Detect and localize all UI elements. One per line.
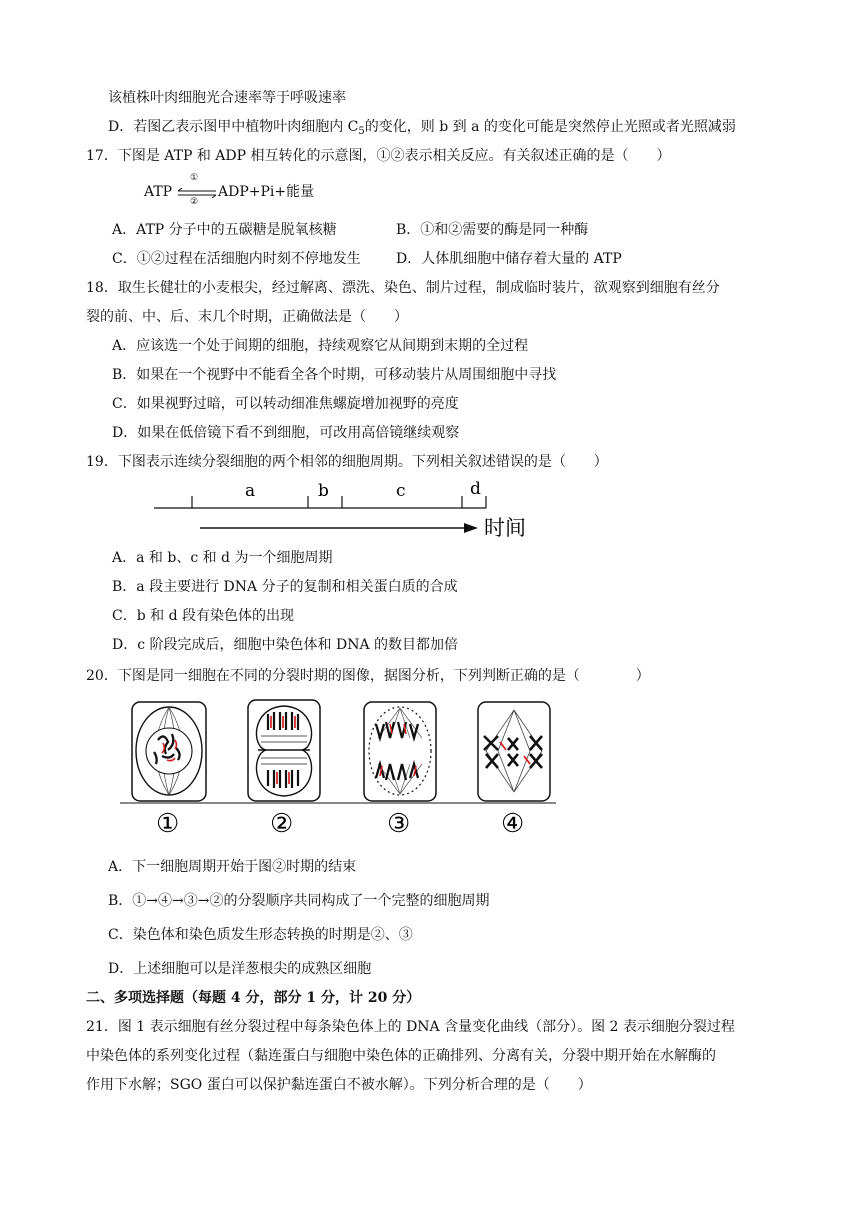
q17-stem: 17．下图是 ATP 和 ADP 相互转化的示意图，①②表示相关反应。有关叙述正确的是（ ） (86, 148, 671, 164)
q17-option-c: C．①②过程在活细胞内时刻不停地发生 (112, 251, 361, 267)
segment-label-b: b (318, 481, 329, 501)
cell-cycle-timeline-diagram (150, 474, 550, 540)
segment-label-d: d (470, 479, 481, 499)
q18-option-a: A．应该选一个处于间期的细胞，持续观察它从间期到末期的全过程 (112, 338, 529, 354)
cell-image-4 (478, 702, 550, 801)
q17-eq-left: ATP (144, 184, 173, 200)
q21-stem-line3: 作用下水解；SGO 蛋白可以保护黏连蛋白不被水解）。下列分析合理的是（ ） (86, 1077, 592, 1093)
time-axis-label: 时间 (484, 516, 526, 540)
q18-stem-line2: 裂的前、中、后、末几个时期，正确做法是（ ） (86, 309, 408, 325)
q17-equation (144, 173, 344, 207)
q21-stem-line2: 中染色体的系列变化过程（黏连蛋白与细胞中染色体的正确排列、分离有关，分裂中期开始在水解酶的 (86, 1048, 716, 1064)
cell-image-1 (132, 702, 206, 801)
cell-label-2: ② (270, 809, 294, 839)
q19-option-a: A．a 和 b、c 和 d 为一个细胞周期 (112, 550, 333, 566)
q16-option-d-text: D．若图乙表示图甲中植物叶肉细胞内 C (108, 119, 359, 135)
segment-label-c: c (396, 481, 406, 501)
q18-stem-line1: 18．取生长健壮的小麦根尖，经过解离、漂洗、染色、制片过程，制成临时装片，欲观察到细胞有丝分 (86, 280, 720, 296)
segment-label-a: a (245, 481, 256, 501)
q17-eq-top: ① (190, 173, 199, 183)
cell-label-4: ④ (501, 809, 525, 839)
q16-option-d-subscript: 5 (358, 126, 365, 137)
q17-eq-right: ADP+Pi+能量 (218, 184, 315, 200)
mitosis-stages-figure (120, 694, 560, 839)
q18-option-d: D．如果在低倍镜下看不到细胞，可改用高倍镜继续观察 (112, 425, 460, 441)
section2-title: 二、多项选择题（每题 4 分，部分 1 分，计 20 分） (86, 990, 421, 1006)
time-arrow-head (464, 523, 478, 533)
q19-option-c: C．b 和 d 段有染色体的出现 (112, 608, 294, 624)
q19-stem: 19．下图表示连续分裂细胞的两个相邻的细胞周期。下列相关叙述错误的是（ ） (86, 454, 608, 470)
cell-label-1: ① (156, 809, 180, 839)
q18-option-c: C．如果视野过暗，可以转动细准焦螺旋增加视野的亮度 (112, 396, 459, 412)
cell-image-3 (364, 702, 436, 801)
q20-option-b: B．①→④→③→②的分裂顺序共同构成了一个完整的细胞周期 (108, 893, 490, 909)
q20-option-c: C．染色体和染色质发生形态转换的时期是②、③ (108, 927, 413, 943)
q16-continuation: 该植株叶肉细胞光合速率等于呼吸速率 (108, 90, 346, 106)
q20-option-d: D．上述细胞可以是洋葱根尖的成熟区细胞 (108, 961, 372, 977)
q18-option-b: B．如果在一个视野中不能看全各个时期，可移动装片从周围细胞中寻找 (112, 367, 557, 383)
q17-option-b: B．①和②需要的酶是同一种酶 (396, 222, 589, 238)
q19-option-d: D．c 阶段完成后，细胞中染色体和 DNA 的数目都加倍 (112, 637, 458, 653)
q17-option-d: D．人体肌细胞中储存着大量的 ATP (396, 251, 622, 267)
q17-option-a: A．ATP 分子中的五碳糖是脱氧核糖 (112, 222, 337, 238)
q21-stem-line1: 21．图 1 表示细胞有丝分裂过程中每条染色体上的 DNA 含量变化曲线（部分）。图 2 表示细胞分裂过程 (86, 1019, 735, 1035)
q20-option-a: A．下一细胞周期开始于图②时期的结束 (108, 859, 357, 875)
q17-eq-bottom: ② (190, 197, 199, 207)
q19-option-b: B．a 段主要进行 DNA 分子的复制和相关蛋白质的合成 (112, 579, 458, 595)
cell-label-3: ③ (387, 809, 411, 839)
q16-option-d-text-end: 的变化，则 b 到 a 的变化可能是突然停止光照或者光照减弱 (364, 119, 736, 135)
q16-option-d (108, 117, 736, 142)
cell-image-2 (248, 700, 320, 801)
q20-stem: 20．下图是同一细胞在不同的分裂时期的图像，据图分析，下列判断正确的是（ ） (86, 668, 650, 684)
